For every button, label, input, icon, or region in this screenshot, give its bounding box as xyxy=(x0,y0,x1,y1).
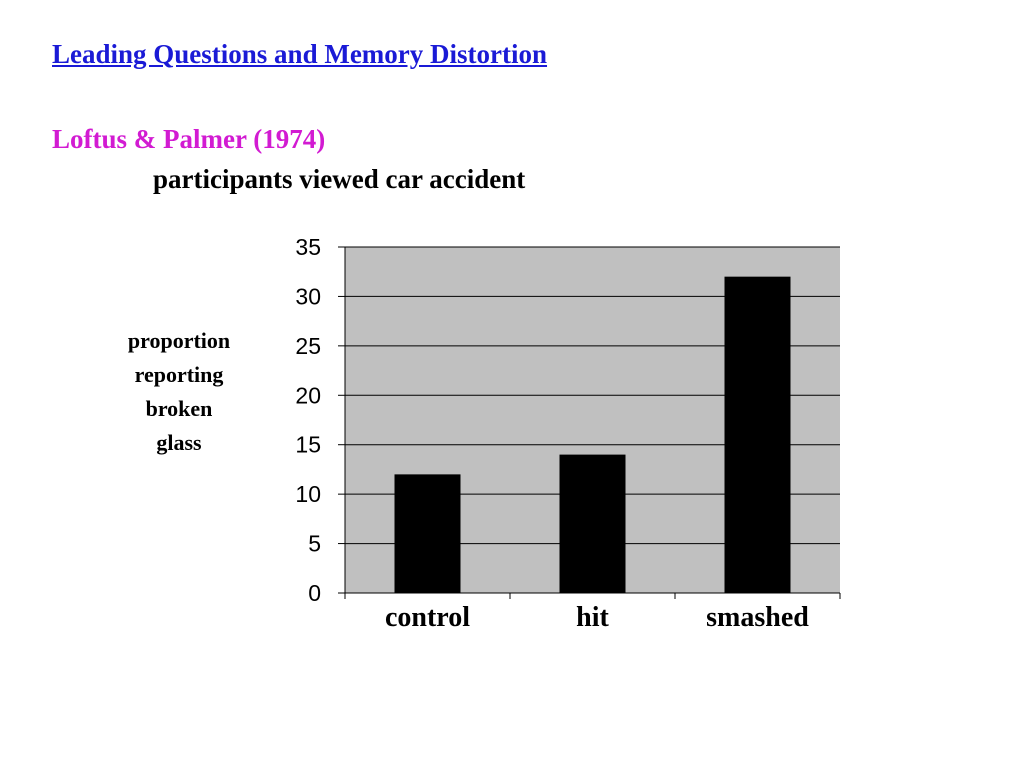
y-tick-label: 15 xyxy=(295,431,321,458)
y-axis-label-line: broken xyxy=(145,396,213,421)
x-category-label: control xyxy=(384,602,471,633)
bar-hit xyxy=(560,455,626,593)
x-category-label: smashed xyxy=(706,602,809,633)
y-axis-label-line: glass xyxy=(156,430,202,455)
x-category-label: hit xyxy=(576,602,609,633)
slide-title: Leading Questions and Memory Distortion xyxy=(52,39,548,69)
y-tick-label: 10 xyxy=(295,481,321,508)
y-tick-label: 0 xyxy=(308,580,321,606)
study-citation: Loftus & Palmer (1974) xyxy=(52,124,326,154)
bar-control xyxy=(395,474,461,593)
y-tick-label: 35 xyxy=(295,234,321,260)
study-subtitle: participants viewed car accident xyxy=(153,164,526,194)
bar-smashed xyxy=(725,277,791,593)
y-axis-label-line: proportion xyxy=(127,328,231,353)
y-tick-label: 30 xyxy=(295,283,321,310)
y-axis-label-line: reporting xyxy=(134,362,224,387)
y-tick-label: 20 xyxy=(295,382,321,409)
y-tick-label: 25 xyxy=(295,332,321,359)
y-tick-label: 5 xyxy=(308,530,321,557)
